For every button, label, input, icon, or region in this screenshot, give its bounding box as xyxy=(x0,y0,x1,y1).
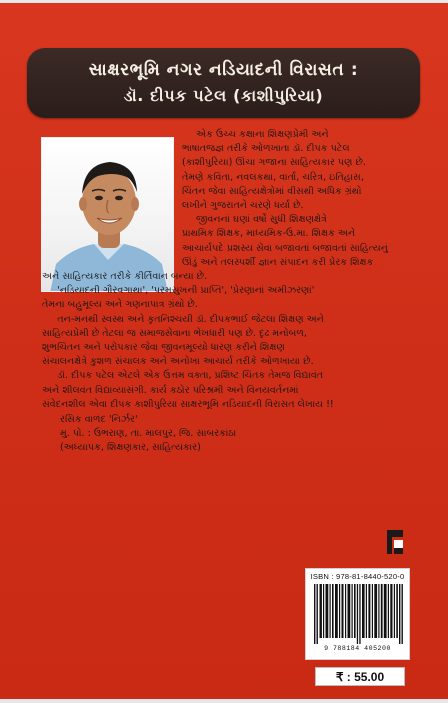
bio-line: ચિંતન જેવા સાહિત્યક્ષેત્રોમાં વીસથી અધિક ગ્રંથો xyxy=(182,185,362,197)
signature-roles: (અધ્યાપક, શિક્ષણકાર, સાહિત્યકાર) xyxy=(60,442,201,454)
bio-full-width xyxy=(42,270,412,412)
bio-line: એક ઉચ્ચ કક્ષાના શિક્ષણપ્રેમી અને xyxy=(196,129,329,140)
bio-line: તન-મનથી સ્વસ્થ અને કૃતનિશ્ચયી ડૉ. દીપકભાઈ જેટલા શિક્ષણ અને xyxy=(42,313,324,325)
author-name: ડૉ. દીપક પટેલ (કાશીપુરિયા) xyxy=(123,86,324,105)
bio-line: તેમના બહુમૂલ્ય અને ગણનાપાત્ર ગ્રંથો છે. xyxy=(42,299,198,311)
bio-line: 'નડિયાદની ગૌરવગાથા', 'પરમસુખની પ્રાપ્તિ', 'પ્રેરણાનાં અમીઝરણાં' xyxy=(42,285,315,297)
signature-name: રસિક વાળંદ 'નિર્ઝર' xyxy=(60,414,138,426)
isbn-number: ISBN : 978-81-8440-520-0 xyxy=(310,572,405,581)
bio-line: સાહિત્યપ્રેમી છે તેટલા જ સમાજસેવાના ભેખધારી પણ છે. દૃઢ મનોબળ, xyxy=(42,327,307,339)
bio-line: પ્રાથમિક શિક્ષક, માધ્યમિક-ઉ.મા. શિક્ષક અને xyxy=(182,228,356,240)
bio-line: અને શીલવંત વિદ્યાવ્યાસંગી. કાર્ય કઠોર પરિશ્રમી અને વિનયવર્તનમાં xyxy=(42,384,299,396)
signature-address: મુ. પો. : ઉભરાણ, તા. માલપુર, જિ. સાબરકાંઠા xyxy=(60,428,237,440)
price-tag: ₹ : 55.00 xyxy=(315,667,405,686)
bio-line: જીવનનાં ઘણાં વર્ષો સુધી શિક્ષણક્ષેત્રે xyxy=(196,214,327,226)
bio-line: ઊંડું અને તલસ્પર્શી જ્ઞાન સંપાદન કરી પ્રેરક શિક્ષક xyxy=(182,256,374,268)
title-panel xyxy=(27,48,420,118)
bio-line: અને સાહિત્યકાર તરીકે કીર્તિવાન બન્યા છે. xyxy=(42,271,208,283)
book-title: સાક્ષરભૂમિ નગર નડિયાદની વિરાસત : xyxy=(88,60,359,80)
barcode-digits: 9 788184 405200 xyxy=(324,645,391,652)
bio-line: લખીને ગુજરાતને ચરણે ધર્યા છે. xyxy=(182,200,304,212)
bio-line: ડૉ. દીપક પટેલ એટલે એક ઉત્તમ વક્તા, પ્રશિષ્ટ ચિંતક તેમજ વિદ્યાવંત xyxy=(42,370,324,382)
bio-line: આચાર્યપદે પ્રશસ્ય સેવા બજાવતાં બજાવતાં સાહિત્યનું xyxy=(182,242,388,254)
signature-block xyxy=(42,413,412,456)
bio-line: સંવેદનશીલ એવા દીપક કાશીપુરિયા સાક્ષરભૂમિ નડિયાદની વિરાસત લેખાય !! xyxy=(42,398,334,410)
bio-line: તેમણે કવિતા, નવલકથા, વાર્તા, ચરિત્ર, ઇતિહાસ, xyxy=(182,171,364,183)
publisher-logo-icon xyxy=(384,528,406,556)
bio-line: ભાષાતજજ્ઞ તરીકે ઓળખાતા ડૉ. દીપક પટેલ xyxy=(182,143,350,155)
barcode-icon xyxy=(312,584,404,644)
barcode-panel xyxy=(305,568,410,660)
back-cover-text xyxy=(42,128,412,456)
bio-line: (કાશીપુરિયા) ઊંચા ગજાના સાહિત્યકાર પણ છે. xyxy=(182,157,366,169)
bio-line: સંચાલનક્ષેત્રે કુશળ સંચાલક અને અનોખા આચાર્ય તરીકે ઓળખાયા છે. xyxy=(42,356,314,368)
bio-beside-photo xyxy=(182,128,412,270)
bio-line: શુભચિંતન અને પરોપકાર જેવા જીવનમૂલ્યો ધારણ કરીને શિક્ષણ xyxy=(42,342,285,354)
